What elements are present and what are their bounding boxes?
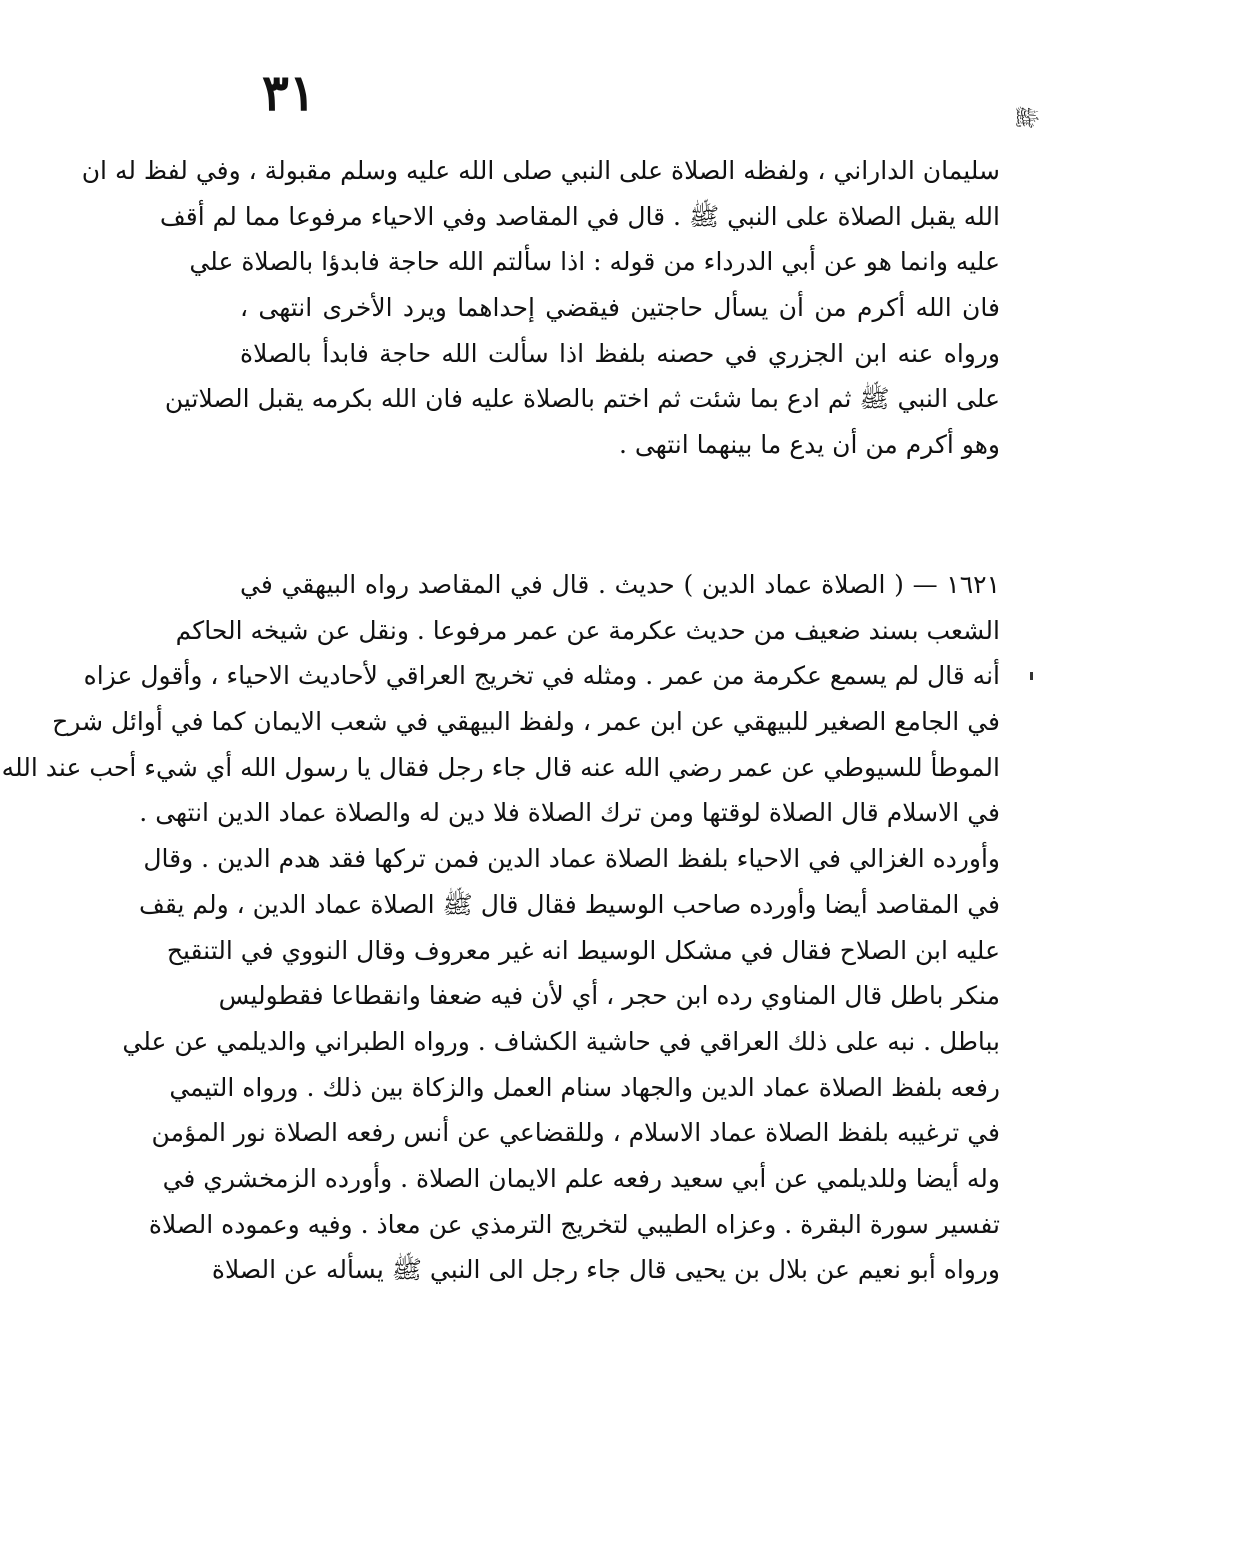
text-line: سليمان الداراني ، ولفظه الصلاة على النبي صلى الله عليه وسلم مقبولة ، وفي لفظ له ان xyxy=(81,156,1000,185)
text-line: الشعب بسند ضعيف من حديث عكرمة عن عمر مرفوعا . ونقل عن شيخه الحاكم xyxy=(175,615,1000,645)
text-line: الله يقبل الصلاة على النبي ﷺ . قال في المقاصد وفي الاحياء مرفوعا مما لم أقف xyxy=(159,201,1000,231)
entry-heading-line: ١٦٢١ — ( الصلاة عماد الدين ) حديث . قال في المقاصد رواه البيهقي في xyxy=(240,570,1000,599)
text-line: وأورده الغزالي في الاحياء بلفظ الصلاة عماد الدين فمن تركها فقد هدم الدين . وقال xyxy=(143,844,1000,874)
text-line: على النبي ﷺ ثم ادع بما شئت ثم اختم بالصلاة عليه فان الله بكرمه يقبل الصلاتين xyxy=(164,384,1000,414)
text-line: رفعه بلفظ الصلاة عماد الدين والجهاد سنام العمل والزكاة بين ذلك . ورواه التيمي xyxy=(169,1072,1000,1102)
scan-speck xyxy=(1030,672,1033,680)
text-line: ورواه عنه ابن الجزري في حصنه بلفظ اذا سألت الله حاجة فابدأ بالصلاة xyxy=(240,338,1000,368)
margin-mark: ﷺ xyxy=(1013,105,1037,130)
text-line: وله أيضا وللديلمي عن أبي سعيد رفعه علم الايمان الصلاة . وأورده الزمخشري في xyxy=(162,1163,1000,1193)
text-line: أنه قال لم يسمع عكرمة من عمر . ومثله في تخريج العراقي لأحاديث الاحياء ، وأقول عزاه xyxy=(83,661,1000,691)
text-line: في ترغيبه بلفظ الصلاة عماد الاسلام ، وللقضاعي عن أنس رفعه الصلاة نور المؤمن xyxy=(151,1118,1000,1148)
text-line: تفسير سورة البقرة . وعزاه الطيبي لتخريج الترمذي عن معاذ . وفيه وعموده الصلاة xyxy=(148,1209,1000,1239)
text-line: بباطل . نبه على ذلك العراقي في حاشية الكشاف . ورواه الطبراني والديلمي عن علي xyxy=(122,1026,1000,1056)
page-number: ٣١ xyxy=(262,63,316,122)
text-line: في الجامع الصغير للبيهقي عن ابن عمر ، ولفظ البيهقي في شعب الايمان كما في أوائل شرح xyxy=(52,707,1000,737)
text-line: فان الله أكرم من أن يسأل حاجتين فيقضي إحداهما ويرد الأخرى انتهى ، xyxy=(240,293,1000,323)
text-line: في المقاصد أيضا وأورده صاحب الوسيط فقال قال ﷺ الصلاة عماد الدين ، ولم يقف xyxy=(138,889,1000,919)
text-line: عليه ابن الصلاح فقال في مشكل الوسيط انه غير معروف وقال النووي في التنقيح xyxy=(166,935,1000,965)
entry-1621 xyxy=(1,562,1000,1293)
text-line: في الاسلام قال الصلاة لوقتها ومن ترك الصلاة فلا دين له والصلاة عماد الدين انتهى . xyxy=(139,798,1000,828)
text-line: ورواه أبو نعيم عن بلال بن يحيى قال جاء رجل الى النبي ﷺ يسأله عن الصلاة xyxy=(211,1255,1000,1285)
text-line: الموطأ للسيوطي عن عمر رضي الله عنه قال جاء رجل فقال يا رسول الله أي شيء أحب عند الله xyxy=(1,752,1000,782)
text-line: منكر باطل قال المناوي رده ابن حجر ، أي لأن فيه ضعفا وانقطاعا فقطوليس xyxy=(218,981,1000,1011)
text-line: وهو أكرم من أن يدع ما بينهما انتهى . xyxy=(619,430,1000,460)
paragraph-continuation xyxy=(81,148,1000,468)
text-line: عليه وانما هو عن أبي الدرداء من قوله : اذا سألتم الله حاجة فابدؤا بالصلاة علي xyxy=(189,247,1000,277)
